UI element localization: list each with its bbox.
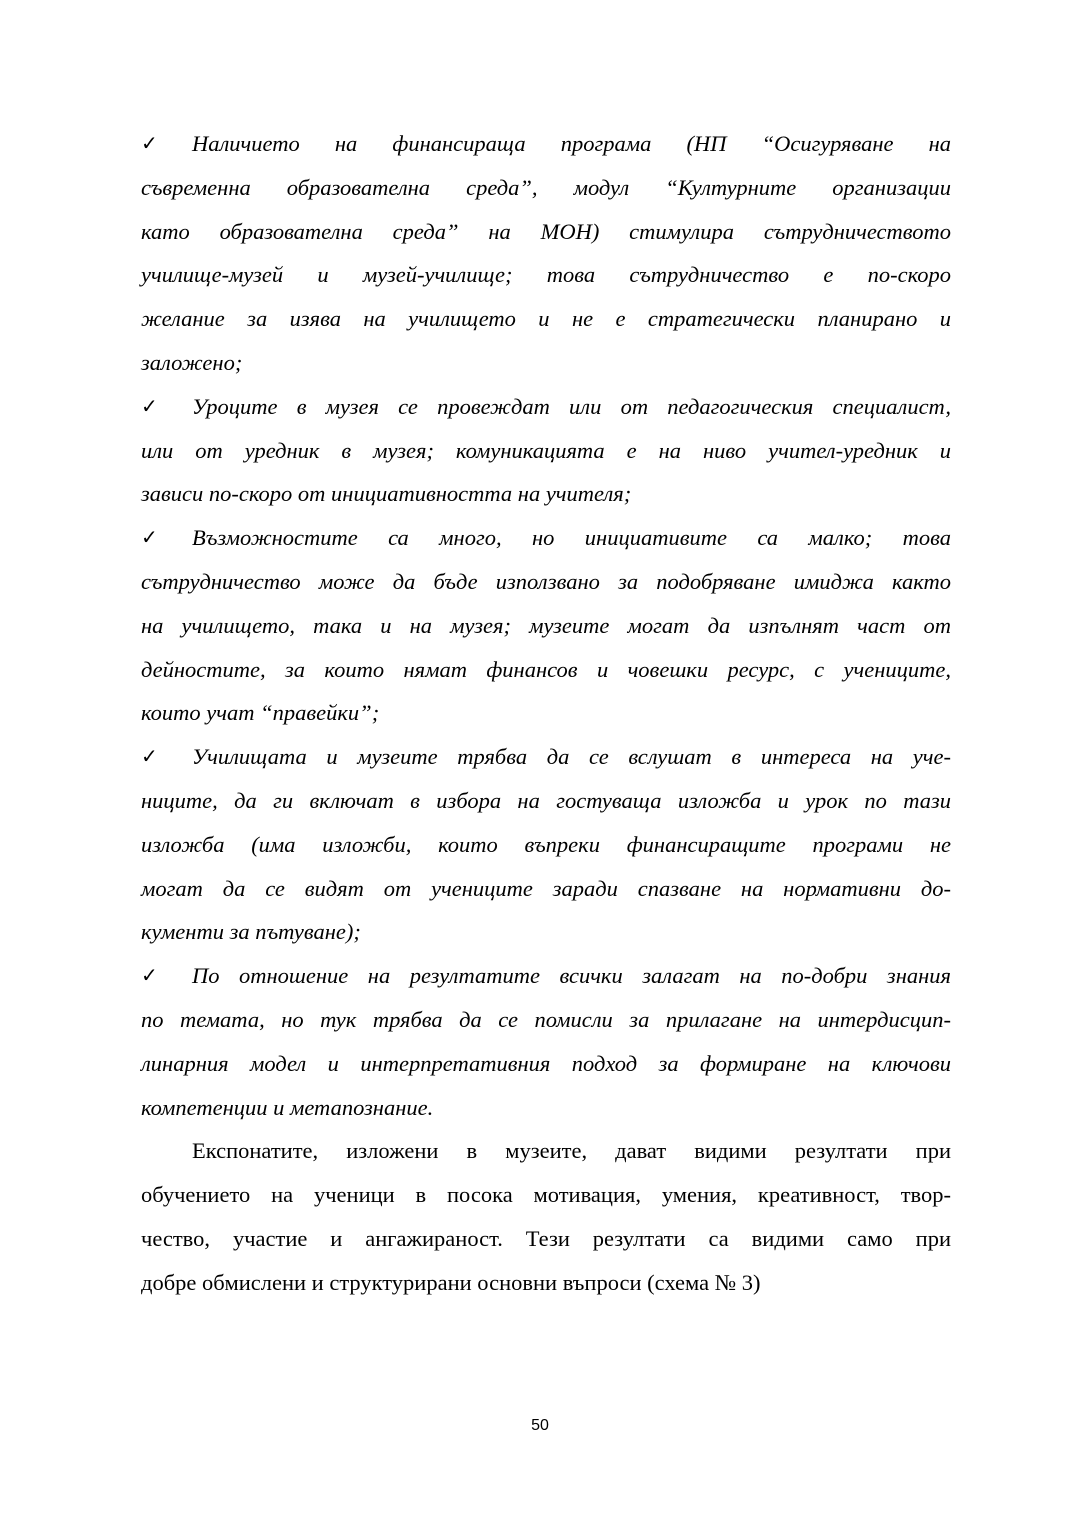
bullet-3-line-2: сътрудничество може да бъде използвано за подобряване имиджа както: [141, 568, 951, 594]
paragraph-line-4: добре обмислени и структурирани основни въпроси (схема № 3): [141, 1269, 761, 1295]
bullet-1-line-4: училище-музей и музей-училище; това сътрудничество е по-скоро: [141, 262, 951, 288]
bullet-5-line-1: ✓ По отношение на резултатите всички залагат на по-добри знания: [141, 954, 951, 998]
checkmark-icon: ✓: [141, 744, 158, 769]
checkmark-icon: ✓: [141, 963, 158, 988]
paragraph-line-1: Експонатите, изложени в музеите, дават видими резултати при: [192, 1138, 951, 1164]
page-number: 50: [531, 1417, 549, 1434]
bullet-1-line-2: съвременна образователна среда”, модул “Културните организации: [141, 174, 951, 200]
bullet-3-line-1: ✓ Възможностите са много, но инициативите са малко; това: [141, 516, 951, 560]
bullet-2-line-1: ✓ Уроците в музея се провеждат или от педагогическия специалист,: [141, 385, 951, 429]
paragraph-line-3: чество, участие и ангажираност. Тези резултати са видими само при: [141, 1225, 951, 1251]
bullet-1-line-1: ✓ Наличието на финансираща програма (НП “Осигуряване на: [141, 122, 951, 166]
document-body: [141, 122, 951, 1305]
bullet-4-line-3: изложба (има изложби, които въпреки финансиращите програми не: [141, 831, 951, 857]
checkmark-icon: ✓: [141, 131, 158, 155]
bullet-1-line-5: желание за изява на училището и не е стратегически планирано и: [141, 306, 951, 332]
bullet-3-line-5: които учат “правейки”;: [141, 700, 380, 726]
bullet-5-line-3: линарния модел и интерпретативния подход за формиране на ключови: [141, 1050, 951, 1076]
bullet-4-line-5: кументи за пътуване);: [141, 919, 361, 945]
bullet-4-line-1: ✓ Училищата и музеите трябва да се вслушат в интереса на уче-: [141, 735, 951, 779]
checkmark-icon: ✓: [141, 393, 158, 418]
paragraph-line-2: обучението на ученици в посока мотивация, умения, креативност, твор-: [141, 1182, 951, 1208]
bullet-2-line-3: зависи по-скоро от инициативността на учителя;: [141, 481, 632, 507]
bullet-4-line-4: могат да се видят от учениците заради спазване на нормативни до-: [141, 875, 951, 901]
checkmark-icon: ✓: [141, 525, 158, 550]
bullet-3-line-3: на училището, така и на музея; музеите могат да изпълнят част от: [141, 612, 951, 638]
bullet-5-line-2: по темата, но тук трябва да се помисли за прилагане на интердисцип-: [141, 1006, 951, 1032]
bullet-3-line-4: дейностите, за които нямат финансов и човешки ресурс, с учениците,: [141, 656, 951, 682]
bullet-1-line-3: като образователна среда” на МОН) стимулира сътрудничеството: [141, 218, 951, 244]
bullet-4-line-2: ниците, да ги включат в избора на гостуваща изложба и урок по тази: [141, 787, 951, 813]
bullet-2-line-2: или от уредник в музея; комуникацията е на ниво учител-уредник и: [141, 437, 951, 463]
bullet-5-line-4: компетенции и метапознание.: [141, 1094, 434, 1120]
bullet-1-line-6: заложено;: [141, 349, 243, 375]
